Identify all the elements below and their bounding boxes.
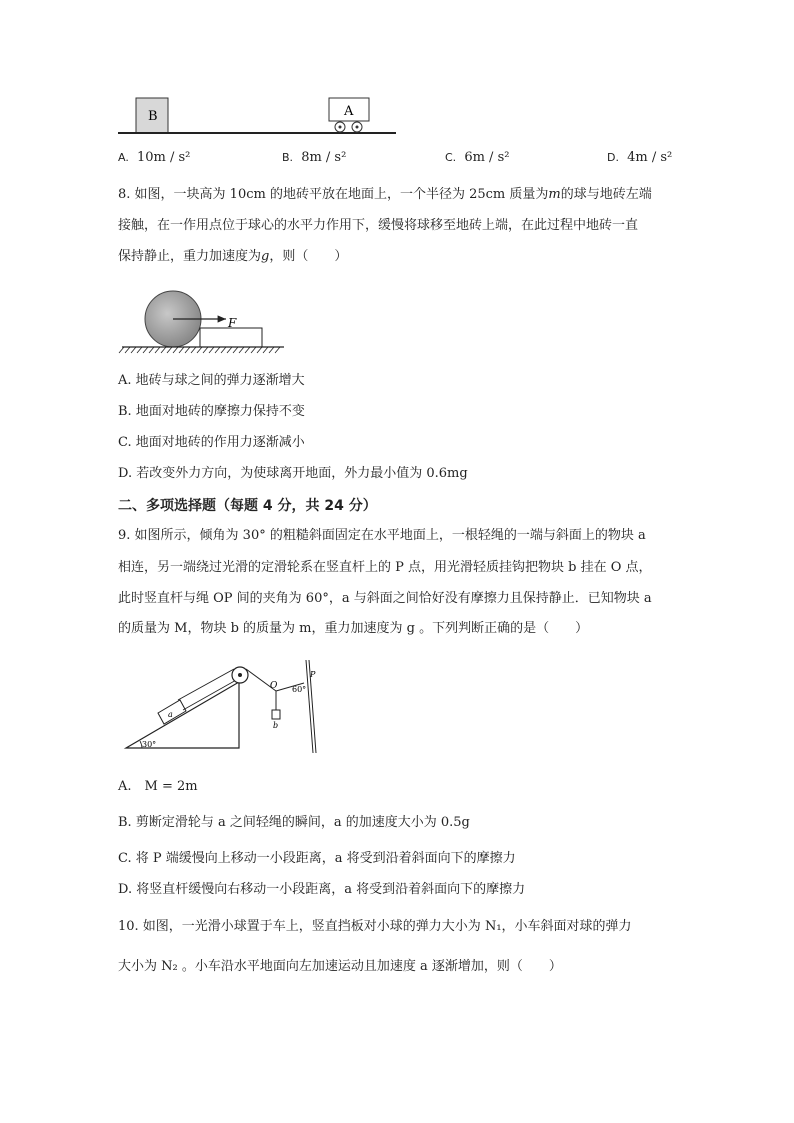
- q9-option-a[interactable]: A. M = 2m: [118, 779, 198, 794]
- hatch-mark: [257, 347, 262, 353]
- var-m: m: [548, 187, 561, 202]
- hatch-mark: [233, 347, 238, 353]
- hatch-mark: [143, 347, 148, 353]
- figure-q8: [118, 286, 293, 354]
- hatch-mark: [155, 347, 160, 353]
- hatch-mark: [197, 347, 202, 353]
- block-b-label: b: [273, 721, 279, 730]
- hatch-mark: [185, 347, 190, 353]
- hatch-mark: [161, 347, 166, 353]
- q9-line-2: 相连，另一端绕过光滑的定滑轮系在竖直杆上的 P 点，用光滑轻质挂钩把物块 b 挂在 O 点，: [118, 560, 652, 575]
- q8-line-2: 接触，在一作用点位于球心的水平力作用下，缓慢将球移至地砖上端，在此过程中地砖一直: [118, 218, 639, 233]
- q7-option-c[interactable]: [445, 150, 509, 165]
- hatch-mark: [131, 347, 136, 353]
- hatch-mark: [263, 347, 268, 353]
- q8-line-3: [118, 248, 347, 266]
- q8-text: 8. 如图，一块高为 10cm 的地砖平放在地面上，一个半径为 25cm 质量为: [118, 187, 549, 202]
- q8-option-d[interactable]: D. 若改变外力方向，为使球离开地面，外力最小值为 0.6mg: [118, 466, 468, 481]
- q9-line-4: 的质量为 M，物块 b 的质量为 m，重力加速度为 g 。下列判断正确的是（ ）: [118, 621, 589, 636]
- figure-q7: [118, 90, 408, 140]
- option-letter: D.: [607, 151, 619, 164]
- option-letter: A.: [118, 151, 129, 164]
- hatch-mark: [227, 347, 232, 353]
- hatch-mark: [251, 347, 256, 353]
- figure-q9: [120, 655, 330, 755]
- q8-text: 保持静止，重力加速度为: [118, 249, 262, 264]
- block-b-label: B: [148, 109, 158, 124]
- q9-line-1: 9. 如图所示，倾角为 30° 的粗糙斜面固定在水平地面上，一根轻绳的一端与斜面上的物块 a: [118, 528, 646, 543]
- q9-option-c[interactable]: C. 将 P 端缓慢向上移动一小段距离，a 将受到沿着斜面向下的摩擦力: [118, 851, 516, 866]
- force-label: F: [228, 316, 237, 330]
- hatch-mark: [221, 347, 226, 353]
- q8-option-a[interactable]: A. 地砖与球之间的弹力逐渐增大: [118, 373, 305, 388]
- block-b: [272, 710, 280, 719]
- hatch-mark: [167, 347, 172, 353]
- hatch-mark: [149, 347, 154, 353]
- option-value: 10m / s²: [136, 150, 191, 165]
- option-value: 6m / s²: [464, 150, 510, 165]
- q10-line-2: 大小为 N₂ 。小车沿水平地面向左加速运动且加速度 a 逐渐增加，则（ ）: [118, 959, 562, 974]
- hatch-mark: [239, 347, 244, 353]
- hatch-mark: [179, 347, 184, 353]
- q8-text: 的球与地砖左端: [560, 187, 652, 202]
- point-o-label: O: [270, 681, 278, 691]
- hatch-mark: [137, 347, 142, 353]
- q9-line-3: 此时竖直杆与绳 OP 间的夹角为 60°，a 与斜面之间恰好没有摩擦力且保持静止．已知物块 a: [118, 591, 652, 606]
- q8-text: ，则（ ）: [269, 249, 348, 264]
- incline: [126, 682, 239, 748]
- point-p-label: P: [310, 670, 316, 679]
- section-heading: 二、多项选择题（每题 4 分，共 24 分）: [118, 498, 377, 514]
- hatch-mark: [215, 347, 220, 353]
- hatch-mark: [191, 347, 196, 353]
- hatch-mark: [209, 347, 214, 353]
- block-a-label: a: [168, 710, 173, 719]
- floor-tile: [200, 328, 262, 347]
- ground-hatch: [119, 347, 280, 353]
- option-value: 8m / s²: [301, 150, 347, 165]
- angle-30-label: 30°: [142, 740, 157, 749]
- q8-option-c[interactable]: C. 地面对地砖的作用力逐渐减小: [118, 435, 305, 450]
- hatch-mark: [275, 347, 280, 353]
- hatch-mark: [203, 347, 208, 353]
- angle-60-label: 60°: [292, 685, 307, 694]
- q9-option-d[interactable]: D. 将竖直杆缓慢向右移动一小段距离，a 将受到沿着斜面向下的摩擦力: [118, 882, 526, 897]
- cart-a-label: A: [344, 104, 354, 119]
- q8-line-1: [118, 186, 652, 204]
- q7-option-b[interactable]: [282, 150, 346, 165]
- option-value: 4m / s²: [627, 150, 673, 165]
- q7-option-d[interactable]: [607, 150, 672, 165]
- option-letter: B.: [282, 151, 294, 164]
- var-g: g: [261, 249, 270, 264]
- hatch-mark: [119, 347, 124, 353]
- q7-option-a[interactable]: [118, 150, 190, 165]
- hatch-mark: [125, 347, 130, 353]
- hatch-mark: [269, 347, 274, 353]
- q8-option-b[interactable]: B. 地面对地砖的摩擦力保持不变: [118, 404, 305, 419]
- option-letter: C.: [445, 151, 457, 164]
- hatch-mark: [173, 347, 178, 353]
- hatch-mark: [245, 347, 250, 353]
- q10-line-1: 10. 如图，一光滑小球置于车上，竖直挡板对小球的弹力大小为 N₁，小车斜面对球的弹力: [118, 919, 632, 934]
- q9-option-b[interactable]: B. 剪断定滑轮与 a 之间轻绳的瞬间，a 的加速度大小为 0.5g: [118, 815, 470, 830]
